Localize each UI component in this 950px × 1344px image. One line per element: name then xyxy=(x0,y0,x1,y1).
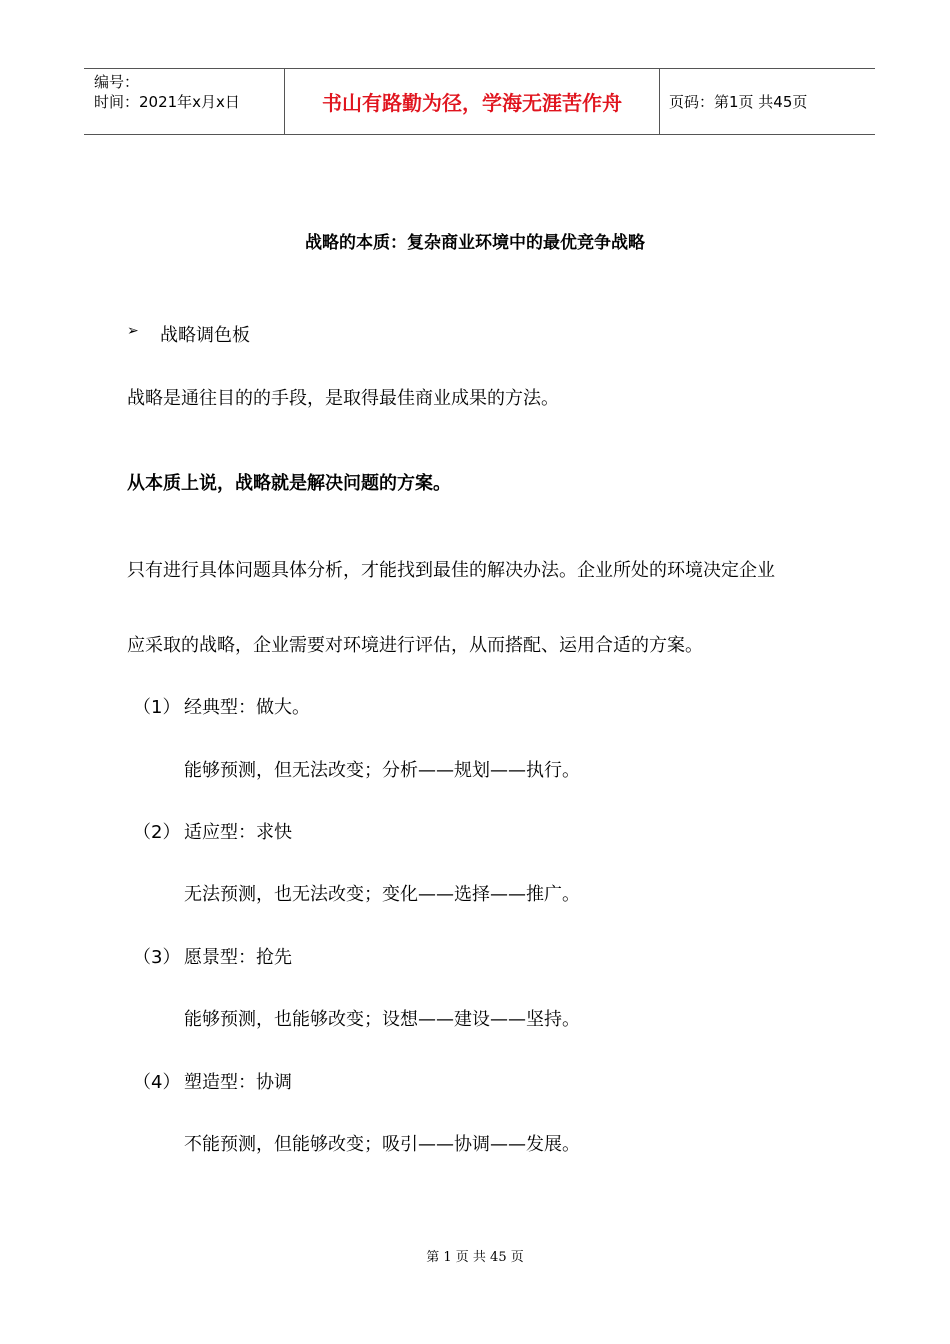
page-header xyxy=(84,68,875,135)
item-number: （3） xyxy=(133,947,181,968)
header-meta xyxy=(84,69,285,134)
item-label: 经典型：做大。 xyxy=(184,697,310,718)
item-number: （4） xyxy=(133,1072,181,1093)
item-desc: 能够预测，但无法改变；分析——规划——执行。 xyxy=(184,760,580,781)
paragraph-1: 战略是通往目的的手段，是取得最佳商业成果的方法。 xyxy=(127,388,559,409)
header-page-info: 页码：第1页 共45页 xyxy=(669,93,808,111)
item-desc: 不能预测，但能够改变；吸引——协调——发展。 xyxy=(184,1134,580,1155)
header-motto-cell xyxy=(285,69,660,134)
item-desc: 无法预测，也无法改变；变化——选择——推广。 xyxy=(184,884,580,905)
item-label: 愿景型：抢先 xyxy=(184,947,292,968)
number-label: 编号： xyxy=(94,73,140,91)
section-heading: 战略调色板 xyxy=(160,325,250,346)
paragraph-3: 只有进行具体问题具体分析，才能找到最佳的解决办法。企业所处的环境决定企业 xyxy=(127,560,775,581)
document-title: 战略的本质：复杂商业环境中的最优竞争战略 xyxy=(305,233,645,253)
paragraph-4: 应采取的战略，企业需要对环境进行评估，从而搭配、运用合适的方案。 xyxy=(127,635,703,656)
page-footer: 第 1 页 共 45 页 xyxy=(426,1250,524,1265)
item-desc: 能够预测，也能够改变；设想——建设——坚持。 xyxy=(184,1009,580,1030)
item-number: （2） xyxy=(133,822,181,843)
paragraph-2: 从本质上说，战略就是解决问题的方案。 xyxy=(127,473,451,494)
header-motto: 书山有路勤为径，学海无涯苦作舟 xyxy=(322,91,622,115)
item-label: 适应型：求快 xyxy=(184,822,292,843)
item-label: 塑造型：协调 xyxy=(184,1072,292,1093)
time-label: 时间：2021年x月x日 xyxy=(94,93,240,111)
item-number: （1） xyxy=(133,697,181,718)
arrow-bullet-icon: ➢ xyxy=(127,323,139,339)
